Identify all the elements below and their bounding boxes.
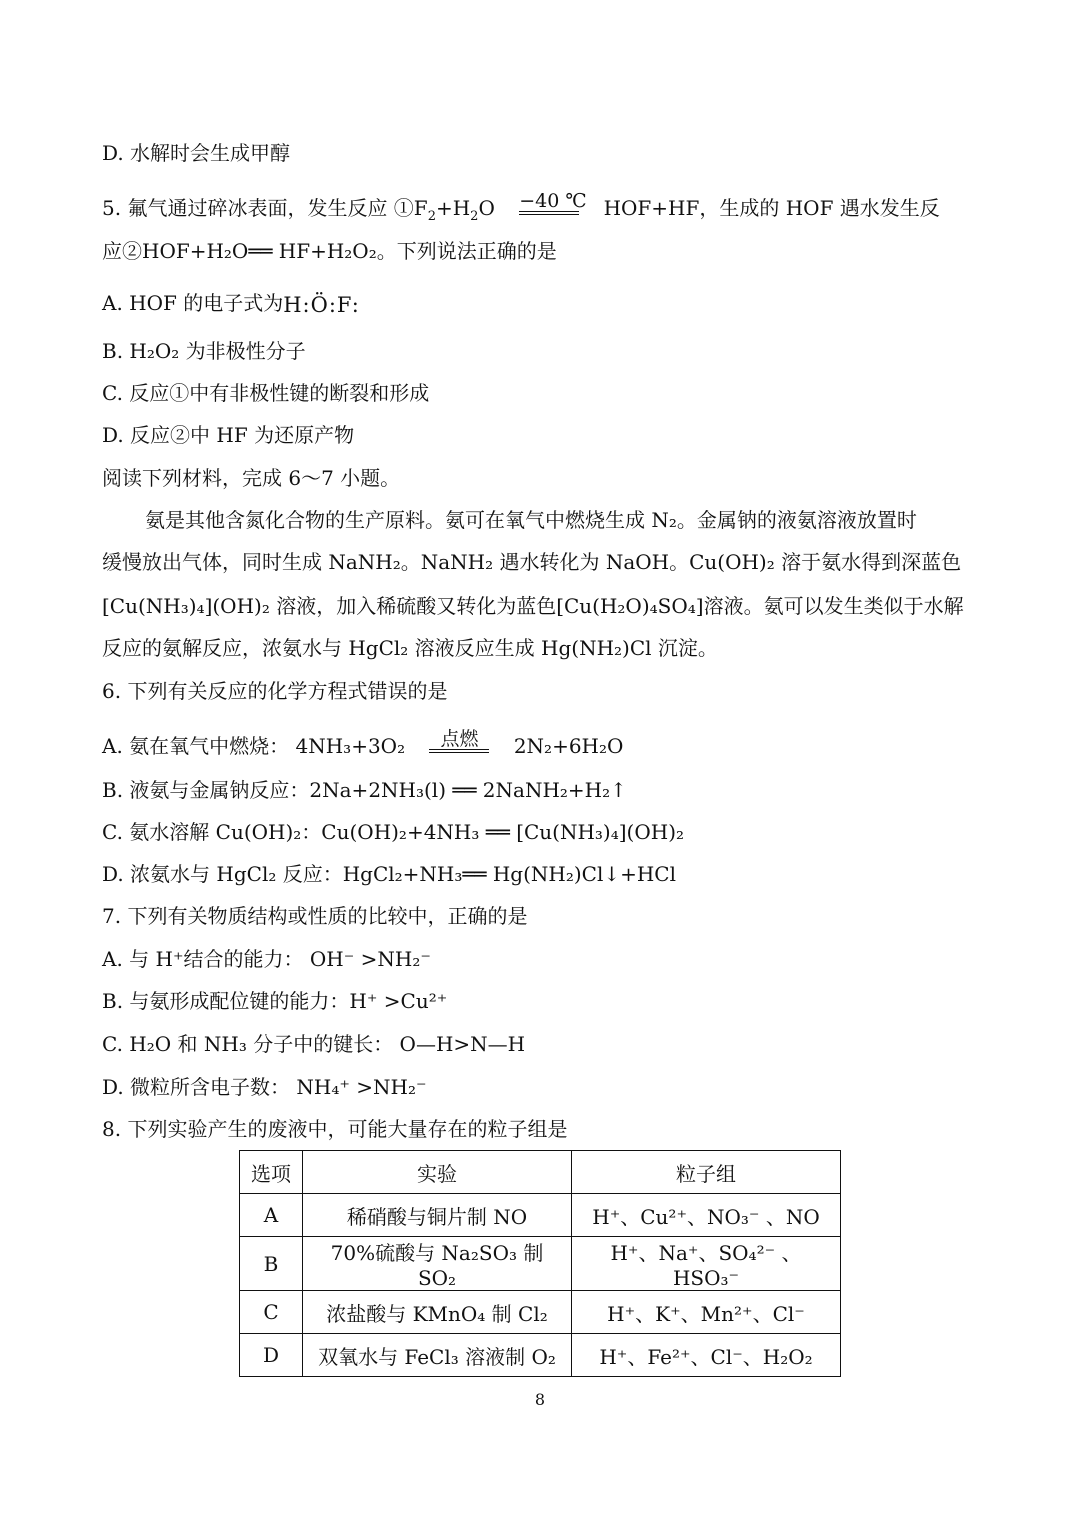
table-cell: A [240,1194,303,1237]
q5-stem-line1: 5. 氟气通过碎冰表面，发生反应 $①F_2+H_2O$ −40 ℃ HOF+HF，生成的 HOF 遇水发生反 [102,189,940,224]
q5-option-a-text: A. HOF 的电子式为 [102,291,284,315]
q5-stem-part-d: HOF+HF，生成的 HOF 遇水发生反 [603,196,940,220]
q5-stem-line2: 应②HOF+H₂O══ HF+H₂O₂。下列说法正确的是 [102,239,557,263]
reaction-condition: −40 ℃ [519,189,587,212]
table-cell: H⁺、Cu²⁺、NO₃⁻ 、NO [572,1194,841,1237]
q5-option-c: C. 反应①中有非极性键的断裂和形成 [102,381,430,405]
material-paragraph-line1: 氨是其他含氮化合物的生产原料。氨可在氧气中燃烧生成 N₂。金属钠的液氨溶液放置时 [145,508,917,532]
table-cell: H⁺、Na⁺、SO₄²⁻ 、HSO₃⁻ [572,1237,841,1291]
q5-stem-part-b: +H [435,196,471,220]
material-paragraph-line3: [Cu(NH₃)₄](OH)₂ 溶液，加入稀硫酸又转化为蓝色[Cu(H₂O)₄SO₄]溶液。氨可以发生类似于水解 [102,594,964,618]
q4-option-d: D. 水解时会生成甲醇 [102,141,291,165]
q6-option-a-right: 2N₂+6H₂O [513,734,624,758]
q7-stem: 7. 下列有关物质结构或性质的比较中，正确的是 [102,904,528,928]
table-cell: 稀硝酸与铜片制 NO [303,1194,572,1237]
q8-stem: 8. 下列实验产生的废液中，可能大量存在的粒子组是 [102,1117,568,1141]
q5-option-a [102,290,360,318]
q7-option-d: D. 微粒所含电子数： NH₄⁺ >NH₂⁻ [102,1075,427,1099]
lewis-structure-hof: H:Ö:F: [283,293,360,317]
material-paragraph-line4: 反应的氨解反应，浓氨水与 HgCl₂ 溶液反应生成 Hg(NH₂)Cl 沉淀。 [102,636,718,660]
reaction-condition-arrow [519,189,587,215]
q5-stem-part-a: 5. 氟气通过碎冰表面，发生反应 ①F [102,196,428,220]
table-cell: C [240,1291,303,1334]
table-cell: H⁺、Fe²⁺、Cl⁻、H₂O₂ [572,1334,841,1377]
q6-option-a [102,727,624,759]
table-header-cell: 实验 [303,1151,572,1194]
table-cell: 浓盐酸与 KMnO₄ 制 Cl₂ [303,1291,572,1334]
table-cell: 双氧水与 FeCl₃ 溶液制 O₂ [303,1334,572,1377]
table-header-cell: 粒子组 [572,1151,841,1194]
q8-table [239,1150,841,1377]
q6-option-c: C. 氨水溶解 Cu(OH)₂：Cu(OH)₂+4NH₃ ══ [Cu(NH₃)₄](OH)₂ [102,820,685,844]
table-cell: 70%硫酸与 Na₂SO₃ 制 SO₂ [303,1237,572,1291]
ignition-condition-arrow [429,727,489,753]
ignition-condition: 点燃 [440,727,479,750]
q7-option-c: C. H₂O 和 NH₃ 分子中的键长： O—H>N—H [102,1032,526,1056]
material-intro: 阅读下列材料，完成 6～7 小题。 [102,466,401,490]
q5-option-d: D. 反应②中 HF 为还原产物 [102,423,355,447]
q6-option-d: D. 浓氨水与 HgCl₂ 反应：HgCl₂+NH₃══ Hg(NH₂)Cl↓+HCl [102,862,676,886]
table-cell: H⁺、K⁺、Mn²⁺、Cl⁻ [572,1291,841,1334]
page-number: 8 [534,1390,546,1409]
table-row [240,1194,841,1237]
table-header-cell: 选项 [240,1151,303,1194]
table-row [240,1237,841,1291]
q6-option-b: B. 液氨与金属钠反应：2Na+2NH₃(l) ══ 2NaNH₂+H₂↑ [102,778,627,802]
q5-stem-part-c: O [478,196,495,220]
q7-option-a: A. 与 H⁺结合的能力： OH⁻ >NH₂⁻ [102,947,431,971]
q7-option-b: B. 与氨形成配位键的能力：H⁺ >Cu²⁺ [102,989,448,1013]
table-row [240,1291,841,1334]
material-paragraph-line2: 缓慢放出气体，同时生成 NaNH₂。NaNH₂ 遇水转化为 NaOH。Cu(OH)₂ 溶于氨水得到深蓝色 [102,550,962,574]
q6-option-a-left: A. 氨在氧气中燃烧： 4NH₃+3O₂ [102,734,406,758]
q6-stem: 6. 下列有关反应的化学方程式错误的是 [102,679,448,703]
table-row [240,1334,841,1377]
q5-option-b: B. H₂O₂ 为非极性分子 [102,339,306,363]
table-header-row [240,1151,841,1194]
table-cell: B [240,1237,303,1291]
table-cell: D [240,1334,303,1377]
